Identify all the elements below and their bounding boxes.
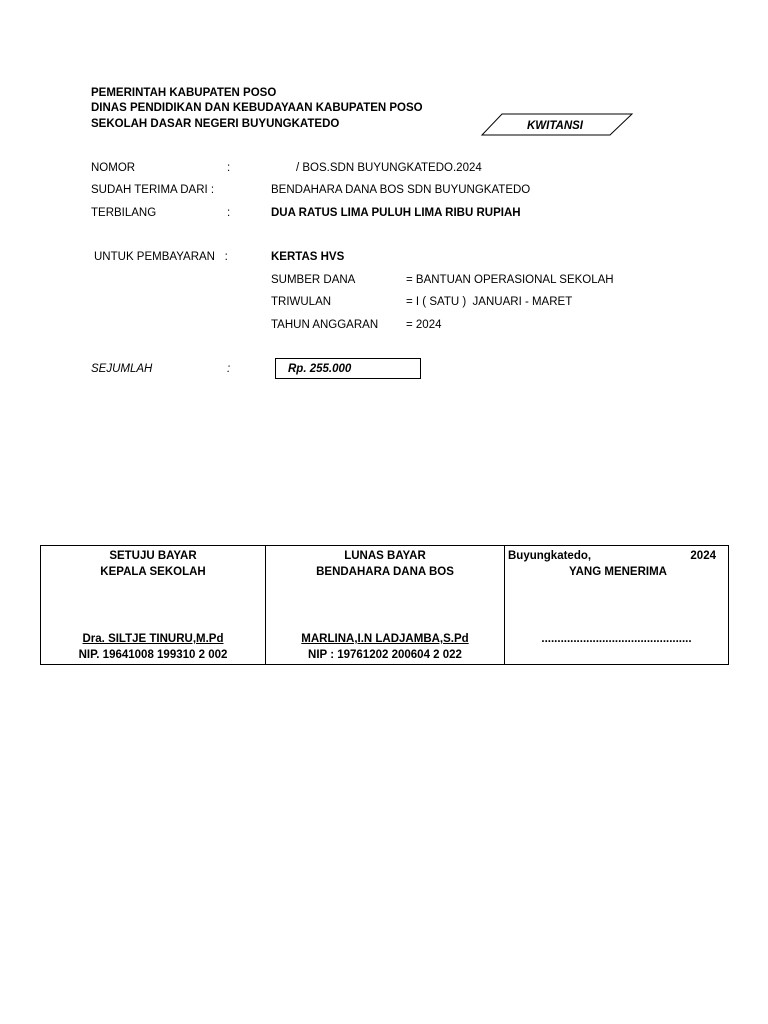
principal-name: Dra. SILTJE TINURU,M.Pd	[82, 633, 224, 645]
principal-title: KEPALA SEKOLAH	[100, 566, 206, 578]
treasurer-nip: NIP : 19761202 200604 2 022	[308, 649, 462, 661]
tahun-label: TAHUN ANGGARAN	[271, 319, 379, 331]
triwulan-value: = I ( SATU ) JANUARI - MARET	[406, 296, 573, 308]
nomor-colon: :	[227, 162, 231, 174]
header-line-1: PEMERINTAH KABUPATEN POSO	[91, 87, 277, 99]
amount-value: Rp. 255.000	[288, 363, 352, 375]
untuk-value: KERTAS HVS	[271, 251, 345, 263]
recipient-name-line: ...............................................	[541, 633, 692, 645]
terbilang-value: DUA RATUS LIMA PULUH LIMA RIBU RUPIAH	[271, 207, 521, 219]
year-text: 2024	[690, 550, 716, 562]
triwulan-label: TRIWULAN	[271, 296, 332, 308]
kwitansi-label: KWITANSI	[526, 120, 584, 132]
nomor-label: NOMOR	[91, 162, 136, 174]
place-date-row	[508, 548, 716, 564]
signature-cell-principal	[41, 546, 266, 665]
sumber-label: SUMBER DANA	[271, 274, 356, 286]
header-line-3: SEKOLAH DASAR NEGERI BUYUNGKATEDO	[91, 118, 340, 130]
signature-table	[40, 545, 729, 665]
terima-label: SUDAH TERIMA DARI :	[91, 184, 215, 196]
untuk-label: UNTUK PEMBAYARAN :	[94, 251, 228, 263]
tahun-value: = 2024	[406, 319, 442, 331]
sumber-value: = BANTUAN OPERASIONAL SEKOLAH	[406, 274, 614, 286]
signature-cell-recipient	[505, 546, 729, 665]
terbilang-label: TERBILANG	[91, 207, 157, 219]
amount-box	[275, 358, 421, 379]
principal-nip: NIP. 19641008 199310 2 002	[78, 649, 228, 661]
treasurer-name: MARLINA,I.N LADJAMBA,S.Pd	[301, 633, 469, 645]
sejumlah-label: SEJUMLAH	[91, 363, 153, 375]
paid-title: LUNAS BAYAR	[344, 550, 426, 562]
approve-title: SETUJU BAYAR	[109, 550, 197, 562]
terima-value: BENDAHARA DANA BOS SDN BUYUNGKATEDO	[271, 184, 531, 196]
treasurer-title: BENDAHARA DANA BOS	[316, 566, 454, 578]
nomor-value: / BOS.SDN BUYUNGKATEDO.2024	[296, 162, 482, 174]
terbilang-colon: :	[227, 207, 231, 219]
signature-cell-treasurer	[266, 546, 505, 665]
kwitansi-badge	[480, 112, 636, 138]
sejumlah-colon: :	[227, 363, 231, 375]
header-line-2: DINAS PENDIDIKAN DAN KEBUDAYAAN KABUPATEN POSO	[91, 102, 423, 114]
recipient-title: YANG MENERIMA	[569, 566, 667, 578]
place-text: Buyungkatedo,	[508, 550, 592, 562]
